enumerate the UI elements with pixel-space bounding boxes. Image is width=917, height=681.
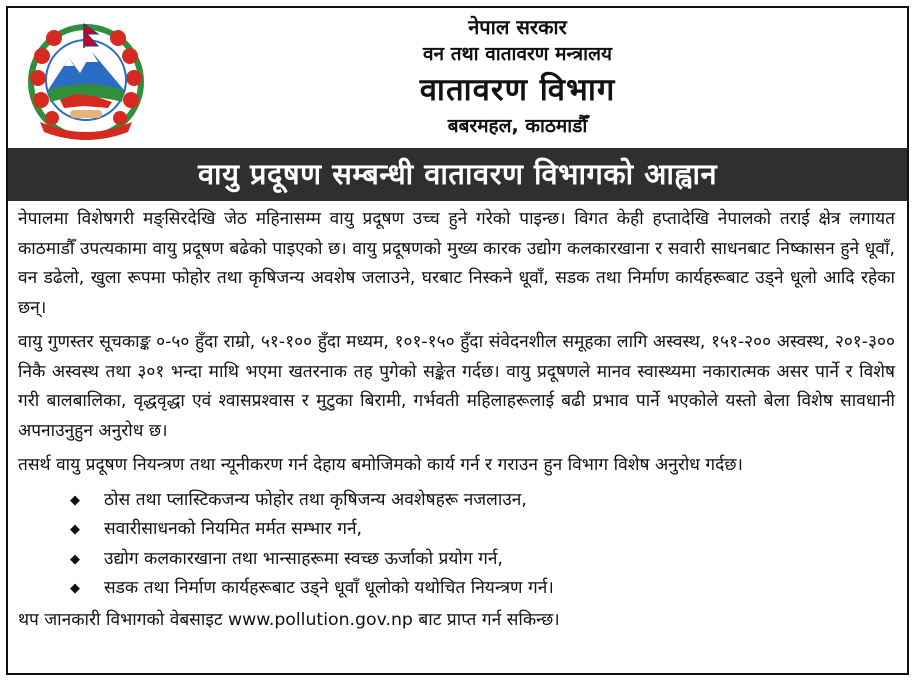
ministry-name: वन तथा वातावरण मन्त्रालय bbox=[422, 43, 612, 65]
header bbox=[8, 8, 907, 148]
diamond-bullet-icon: ◆ bbox=[70, 551, 80, 567]
notice-title-banner: वायु प्रदूषण सम्बन्धी वातावरण विभागको आह्वान bbox=[8, 148, 907, 201]
diamond-bullet-icon: ◆ bbox=[70, 581, 80, 596]
list-item-text: ठोस तथा प्लास्टिकजन्य फोहोर तथा कृषिजन्य अवशेषहरू नजलाउन, bbox=[104, 489, 527, 510]
diamond-bullet-icon: ◆ bbox=[70, 522, 80, 537]
paragraph-intro: नेपालमा विशेषगरी मङ्सिरदेखि जेठ महिनासम्म वायु प्रदूषण उच्च हुने गरेको पाइन्छ। विगत केही हप्तादेखि नेपालको तराई क्षेत्र लगायत काठमाडौँ उपत्यकामा वायु प्रदूषण बढेको पाइएको छ। वायु प्रदूषणको मुख्य कारक उद्योग कलकारखाना र सवारी साधनबाट निष्कासन हुने धूवाँ, वन डढेलो, खुला रूपमा फोहोर तथा कृषिजन्य अवशेष जलाउने, घरबाट निस्कने धूवाँ, सडक तथा निर्माण कार्यहरूबाट उड्ने धूलो आदि रहेका छन्। bbox=[18, 209, 895, 318]
paragraph-request: तसर्थ वायु प्रदूषण नियन्त्रण तथा न्यूनीकरण गर्न देहाय बमोजिमको कार्य गर्न र गराउन हुन विभाग विशेष अनुरोध गर्दछ। bbox=[18, 455, 743, 475]
government-name: नेपाल सरकार bbox=[468, 15, 567, 39]
diamond-bullet-icon: ◆ bbox=[70, 492, 80, 508]
list-item-text: सवारीसाधनको नियमित मर्मत सम्भार गर्न, bbox=[104, 519, 363, 539]
list-item bbox=[68, 515, 895, 545]
list-item bbox=[68, 545, 895, 575]
list-item bbox=[68, 486, 895, 516]
request-list bbox=[68, 486, 895, 604]
notice-body bbox=[18, 205, 895, 635]
notice-frame bbox=[6, 6, 909, 675]
department-address: बबरमहल, काठमाडौँ bbox=[447, 115, 588, 137]
header-text bbox=[168, 14, 867, 140]
list-item bbox=[68, 574, 895, 604]
footer-website-note: थप जानकारी विभागको वेबसाइट www.pollution.gov.np बाट प्राप्त गर्न सकिन्छ। bbox=[18, 609, 560, 630]
list-item-text: उद्योग कलकारखाना तथा भान्साहरूमा स्वच्छ ऊर्जाको प्रयोग गर्न, bbox=[104, 548, 503, 569]
nepal-government-emblem-icon bbox=[24, 18, 148, 142]
list-item-text: सडक तथा निर्माण कार्यहरूबाट उड्ने धूवाँ धूलोको यथोचित नियन्त्रण गर्न। bbox=[104, 578, 554, 598]
paragraph-aqi: वायु गुणस्तर सूचकाङ्क ०-५० हुँदा राम्रो, ५१-१०० हुँदा मध्यम, १०१-१५० हुँदा संवेदनशील समूहका लागि अस्वस्थ, १५१-२०० अस्वस्थ, २०१-३०० निकै अस्वस्थ तथा ३०१ भन्दा माथि भएमा खतरनाक तह पुगेको सङ्केत गर्दछ। वायु प्रदूषणले मानव स्वास्थ्यमा नकारात्मक असर पार्ने र विशेष गरी बालबालिका, वृद्धवृद्धा एवं श्वासप्रश्वास र मुटुका बिरामी, गर्भवती महिलाहरूलाई बढी प्रभाव पार्ने भएकोले यस्तो बेला विशेष सावधानी अपनाउनुहुन अनुरोध छ। bbox=[18, 332, 895, 441]
department-name: वातावरण विभाग bbox=[419, 72, 616, 108]
